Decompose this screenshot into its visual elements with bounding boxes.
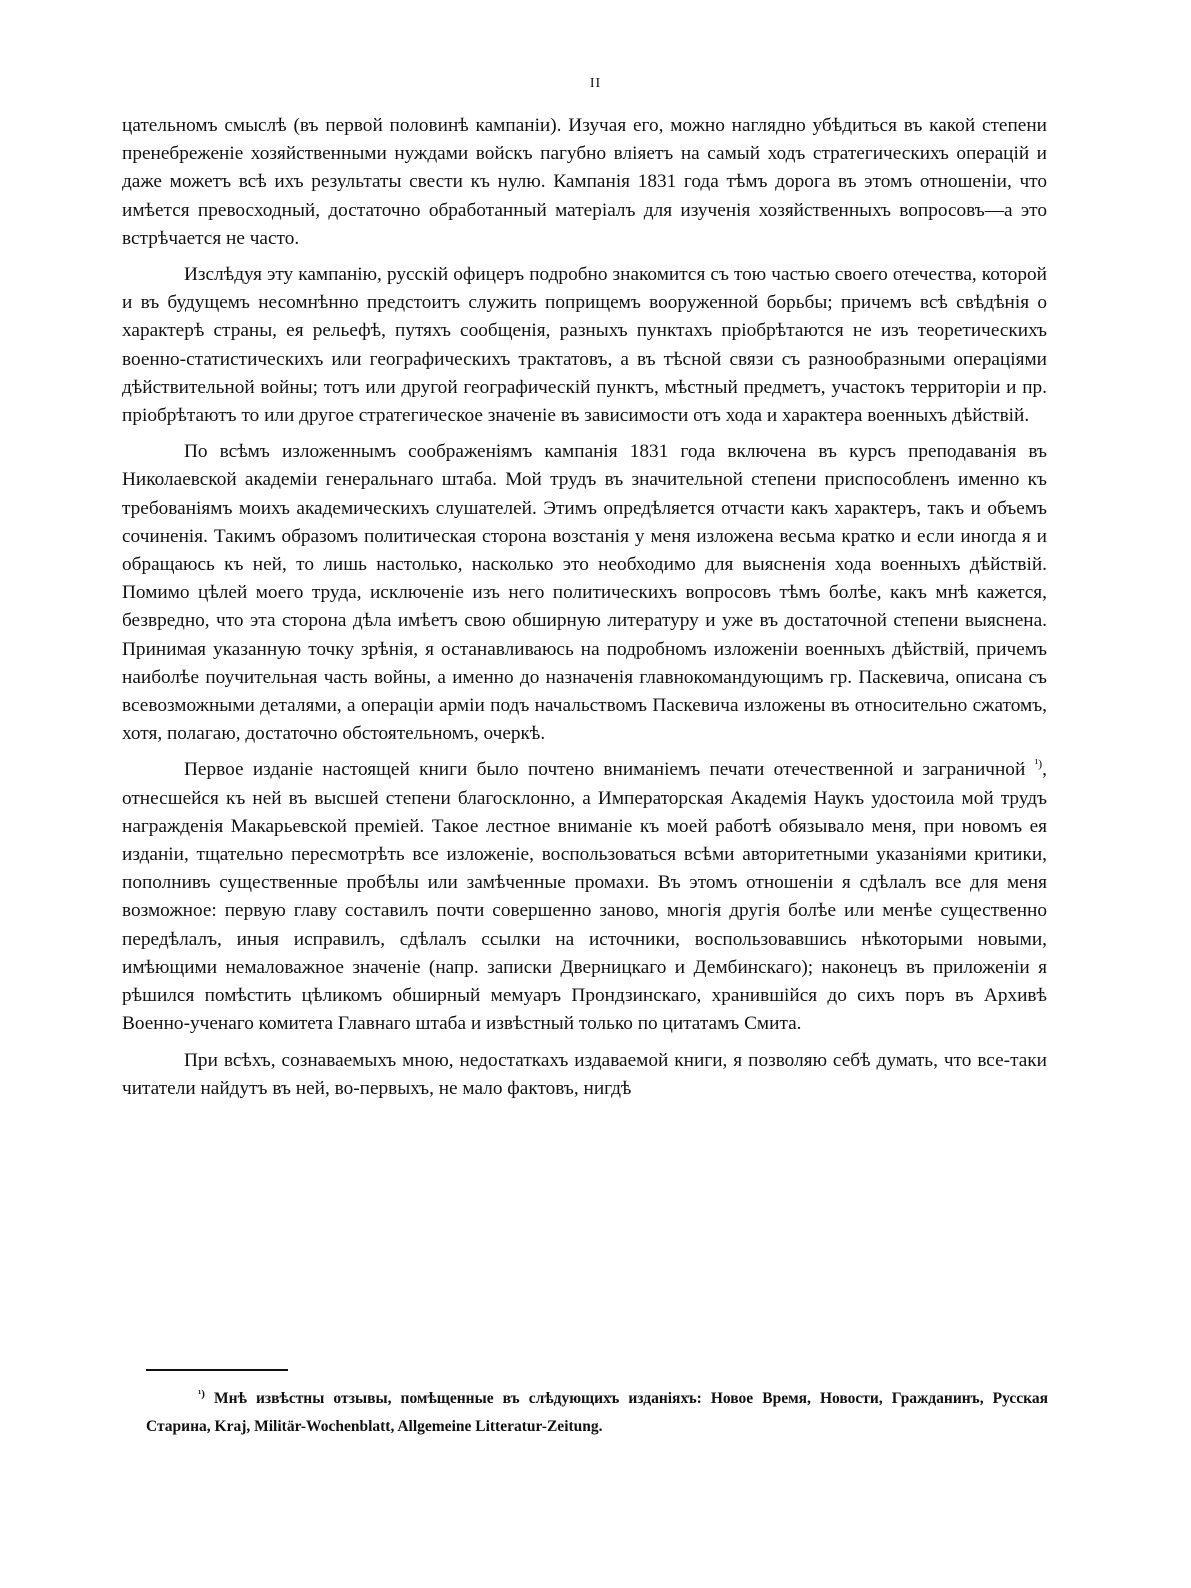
- paragraph-4-rest: , отнесшейся къ ней въ высшей степени благосклонно, а Императорская Академія Наукъ удостоила мой трудъ награжденія Макарьевской преміей. Такое лестное вниманіе къ моей работѣ обязывало меня, при новомъ ея изданіи, тщательно пересмотрѣть все изложеніе, воспользоваться всѣми авторитетными указаніями критики, пополнивъ существенные пробѣлы или замѣченные промахи. Въ этомъ отношеніи я сдѣлалъ все для меня возможное: первую главу составилъ почти совершенно заново, многія другія болѣе или менѣе существенно передѣлалъ, иныя исправилъ, сдѣлалъ ссылки на источники, воспользовавшись нѣкоторыми новыми, имѣющими немаловажное значеніе (напр. записки Дверницкаго и Дембинскаго); наконецъ въ приложеніи я рѣшился помѣстить цѣликомъ обширный мемуаръ Прондзинскаго, хранившійся до сихъ поръ въ Архивѣ Военно-ученаго комитета Главнаго штаба и извѣстный только по цитатамъ Смита.: [122, 759, 1047, 1035]
- footnote-divider: [146, 1369, 288, 1371]
- footnote-reference[interactable]: ¹): [1034, 757, 1043, 772]
- paragraph-3: По всѣмъ изложеннымъ соображеніямъ кампанія 1831 года включена въ курсъ преподаванія въ Николаевской академіи генеральнаго штаба. Мой трудъ въ значительной степени приспособленъ именно къ требованіямъ моихъ академическихъ слушателей. Этимъ опредѣляется отчасти какъ характеръ, такъ и объемъ сочиненія. Такимъ образомъ политическая сторона возстанія у меня изложена весьма кратко и если иногда я и обращаюсь къ ней, то лишь настолько, насколько это необходимо для выясненія хода военныхъ дѣйствій. Помимо цѣлей моего труда, исключеніе изъ него политическихъ вопросовъ тѣмъ болѣе, какъ мнѣ кажется, безвредно, что эта сторона дѣла имѣетъ свою обширную литературу и уже въ достаточной степени выяснена. Принимая указанную точку зрѣнія, я останавливаюсь на подробномъ изложеніи военныхъ дѣйствій, причемъ наиболѣе поучительная часть войны, а именно до назначенія главнокомандующимъ гр. Паскевича, описана съ всевозможными деталями, а операціи арміи подъ начальствомъ Паскевича изложены въ относительно сжатомъ, хотя, полагаю, достаточно обстоятельномъ, очеркѣ.: [122, 441, 1047, 745]
- paragraph-1: цательномъ смыслѣ (въ первой половинѣ кампаніи). Изучая его, можно наглядно убѣдиться въ какой степени пренебреженіе хозяйственными нуждами войскъ пагубно вліяетъ на самый ходъ стратегическихъ операцій и даже можетъ всѣ ихъ результаты свести къ нулю. Кампанія 1831 года тѣмъ дорога въ этомъ отношеніи, что имѣется превосходный, достаточно обработанный матеріалъ для изученія хозяйственныхъ вопросовъ—а это встрѣчается не часто.: [122, 115, 1047, 249]
- body-text: [122, 112, 1047, 1111]
- footnote-text: Мнѣ извѣстны отзывы, помѣщенные въ слѣдующихъ изданіяхъ: Новое Время, Новости, Гражданинъ, Русская Старина, Kraj, Militär-Wochenblatt, Allgemeine Litteratur-Zeitung.: [146, 1390, 1049, 1435]
- paragraph-2: Изслѣдуя эту кампанію, русскій офицеръ подробно знакомится съ тою частью своего отечества, которой и въ будущемъ несомнѣнно предстоитъ служить поприщемъ вооруженной борьбы; причемъ всѣ свѣдѣнія о характерѣ страны, ея рельефѣ, путяхъ сообщенія, разныхъ пунктахъ пріобрѣтаются не изъ теоретическихъ военно-статистическихъ или географическихъ трактатовъ, а въ тѣсной связи съ разнообразными операціями дѣйствительной войны; тотъ или другой географическій пунктъ, мѣстный предметъ, участокъ территоріи и пр. пріобрѣтаютъ то или другое стратегическое значеніе въ зависимости отъ хода и характера военныхъ дѣйствій.: [122, 264, 1047, 427]
- paragraph-4: [122, 756, 1047, 1038]
- paragraph-4-start: Первое изданіе настоящей книги было почтено вниманіемъ печати отечественной и заграничной: [184, 759, 1026, 781]
- footnote: [146, 1385, 1048, 1441]
- page-number: II: [589, 76, 602, 91]
- paragraph-5: При всѣхъ, сознаваемыхъ мною, недостаткахъ издаваемой книги, я позволяю себѣ думать, что все-таки читатели найдутъ въ ней, во-первыхъ, не мало фактовъ, нигдѣ: [122, 1049, 1047, 1099]
- footnote-marker: ¹): [198, 1387, 205, 1400]
